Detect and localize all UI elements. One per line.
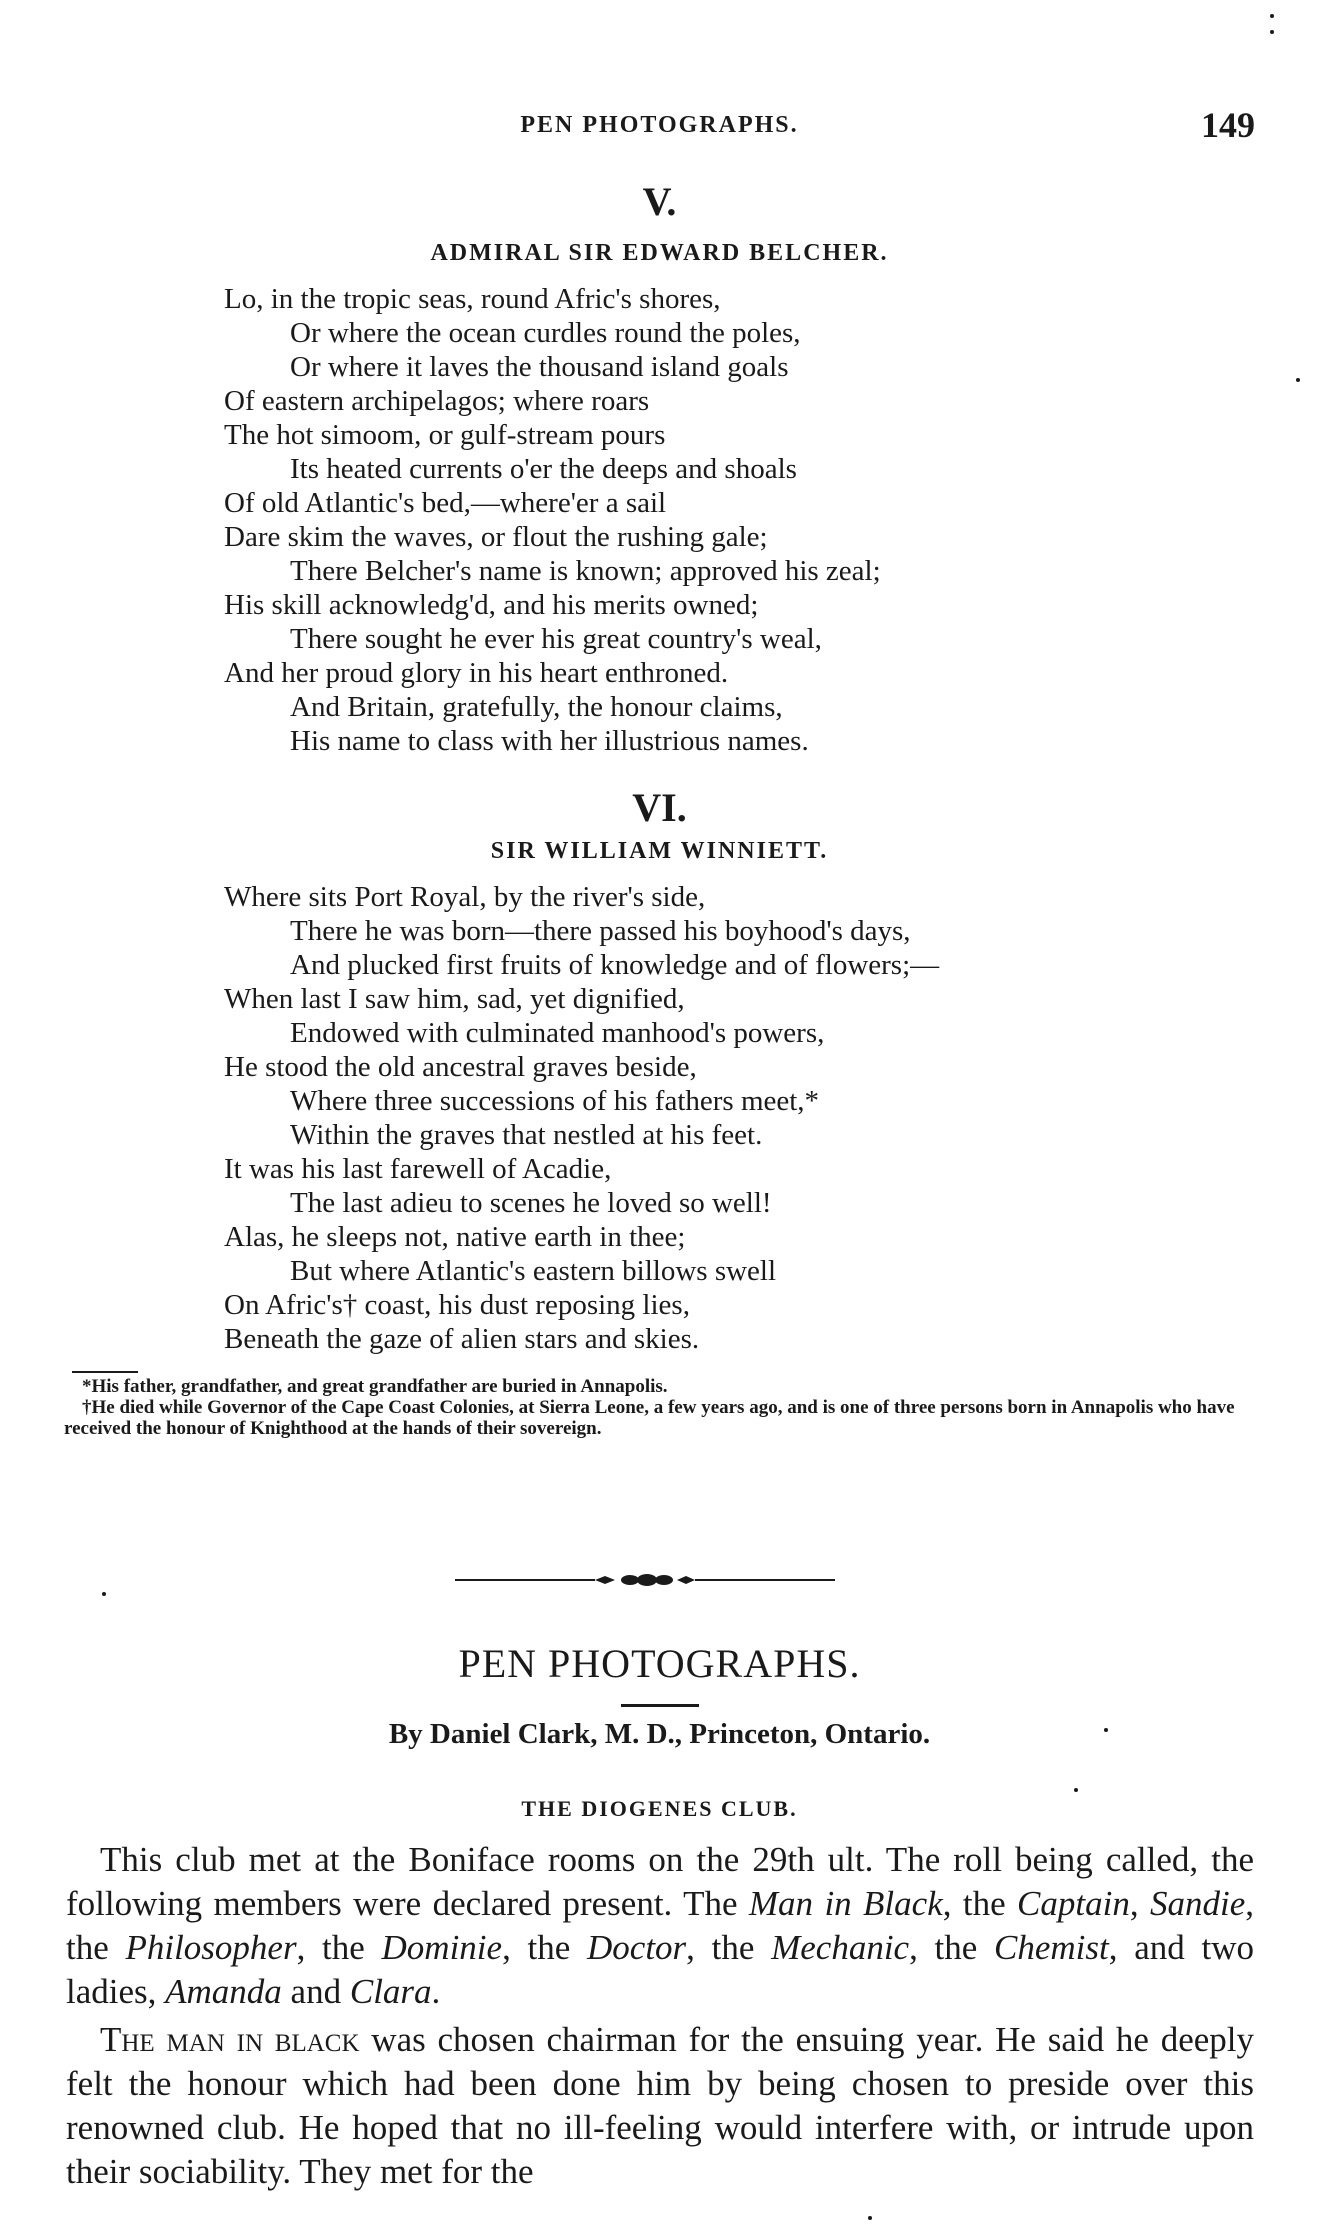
poem-line: Lo, in the tropic seas, round Afric's shores, — [224, 283, 721, 315]
lead-in-smallcaps: The man in black — [100, 2020, 360, 2059]
text-run: , the — [909, 1928, 995, 1967]
poem-line: And her proud glory in his heart enthroned. — [224, 657, 729, 689]
print-speck — [1104, 1728, 1108, 1732]
article-title: PEN PHOTOGRAPHS. — [458, 1641, 861, 1686]
text-run: , the — [66, 1884, 1254, 1967]
italic-name: Dominie — [381, 1928, 503, 1967]
text-run: , the — [942, 1884, 1018, 1923]
italic-name: Amanda — [165, 1972, 282, 2011]
byline — [0, 1718, 1319, 1751]
italic-name: Clara — [349, 1972, 432, 2011]
print-speck — [102, 1592, 106, 1596]
poem-line: Or where it laves the thousand island goals — [290, 351, 789, 383]
italic-name: Man in Black — [748, 1884, 943, 1923]
italic-name: Captain — [1017, 1884, 1130, 1923]
poem-line: Of old Atlantic's bed,—where'er a sail — [224, 487, 667, 519]
running-head: PEN PHOTOGRAPHS. — [520, 112, 799, 138]
text-run: , the — [502, 1928, 588, 1967]
print-speck — [1074, 1788, 1078, 1792]
text-run: This club met at the Boniface rooms on the 29th ult. The roll being called, the following members were declared present. The — [66, 1840, 1254, 1923]
paragraph-1-text — [66, 1838, 1254, 2014]
footnote-2: †He died while Governor of the Cape Coast Colonies, at Sierra Leone, a few years ago, and is one of three persons born in Annapolis who have received the honour of Knighthood at the hands of their sovereign. — [64, 1397, 1235, 1439]
poem-line: Endowed with culminated manhood's powers, — [290, 1017, 825, 1049]
poem-line: Of eastern archipelagos; where roars — [224, 385, 650, 417]
text-run: , and two ladies, — [66, 1928, 1254, 2011]
poem-line: Where sits Port Royal, by the river's side, — [224, 881, 706, 913]
print-speck — [1270, 30, 1274, 34]
poem-line: And plucked first fruits of knowledge and of flowers;— — [290, 949, 940, 981]
print-speck — [868, 2216, 872, 2220]
poem-line: And Britain, gratefully, the honour claims, — [290, 691, 783, 723]
text-run: , the — [296, 1928, 382, 1967]
byline-text: By Daniel Clark, M. D., Princeton, Ontario. — [388, 1718, 931, 1750]
poem-line: The hot simoom, or gulf-stream pours — [224, 419, 666, 451]
poem-line: Its heated currents o'er the deeps and shoals — [290, 453, 797, 485]
poem-line: Alas, he sleeps not, native earth in thee; — [224, 1221, 686, 1253]
poem-line: Within the graves that nestled at his feet. — [290, 1119, 763, 1151]
poem-line: It was his last farewell of Acadie, — [224, 1153, 612, 1185]
print-speck — [1296, 378, 1300, 382]
poem-line: There he was born—there passed his boyhood's days, — [290, 915, 911, 947]
print-speck — [1270, 14, 1274, 18]
poem-line: Where three successions of his fathers meet,* — [290, 1085, 820, 1117]
poem-line: The last adieu to scenes he loved so well! — [290, 1187, 772, 1219]
italic-name: Chemist — [994, 1928, 1109, 1967]
text-run: , the — [686, 1928, 772, 1967]
text-run: was chosen chairman for the ensuing year. He said he deeply felt the honour which had been done him by being chosen to preside over this renowned club. He hoped that no ill-feeling would interfere with, or intrude upon their sociability. They met for the — [66, 2020, 1254, 2191]
italic-name: Doctor — [587, 1928, 687, 1967]
poem-line: Dare skim the waves, or flout the rushing gale; — [224, 521, 768, 553]
poem-line: But where Atlantic's eastern billows swell — [290, 1255, 777, 1287]
page-header — [0, 105, 1319, 148]
italic-name: Philosopher — [125, 1928, 297, 1967]
italic-name: Sandie — [1149, 1884, 1246, 1923]
poem-line: There sought he ever his great country's weal, — [290, 623, 822, 655]
poem-line: Or where the ocean curdles round the poles, — [290, 317, 801, 349]
paragraph-2 — [66, 2018, 1254, 2194]
section-number-v: V. — [642, 179, 677, 224]
text-run: . — [431, 1972, 441, 2011]
poem-line: He stood the old ancestral graves beside, — [224, 1051, 697, 1083]
section-subject-v: ADMIRAL SIR EDWARD BELCHER. — [430, 240, 889, 266]
poem-v — [224, 282, 1244, 758]
club-heading: THE DIOGENES CLUB. — [521, 1796, 798, 1821]
text-run: and — [281, 1972, 350, 2011]
poem-line: When last I saw him, sad, yet dignified, — [224, 983, 685, 1015]
ornamental-divider — [455, 1570, 835, 1590]
paragraph-2-text — [66, 2018, 1254, 2194]
section-subject-vi: SIR WILLIAM WINNIETT. — [490, 838, 829, 864]
italic-name: Mechanic — [771, 1928, 910, 1967]
poem-line: Beneath the gaze of alien stars and skies. — [224, 1323, 700, 1355]
poem-line: His skill acknowledg'd, and his merits owned; — [224, 589, 759, 621]
poem-line: On Afric's† coast, his dust reposing lies, — [224, 1289, 690, 1321]
footnotes — [64, 1376, 1254, 1439]
section-number-vi: VI. — [632, 785, 687, 830]
page-number: 149 — [1201, 105, 1255, 145]
title-rule — [621, 1704, 699, 1707]
footnote-rule — [72, 1371, 138, 1373]
poem-vi — [224, 880, 1244, 1356]
footnote-1: *His father, grandfather, and great grandfather are buried in Annapolis. — [82, 1376, 668, 1397]
poem-line: There Belcher's name is known; approved his zeal; — [290, 555, 881, 587]
paragraph-1 — [66, 1838, 1254, 2014]
text-run: , — [1129, 1884, 1150, 1923]
poem-line: His name to class with her illustrious names. — [290, 725, 809, 757]
